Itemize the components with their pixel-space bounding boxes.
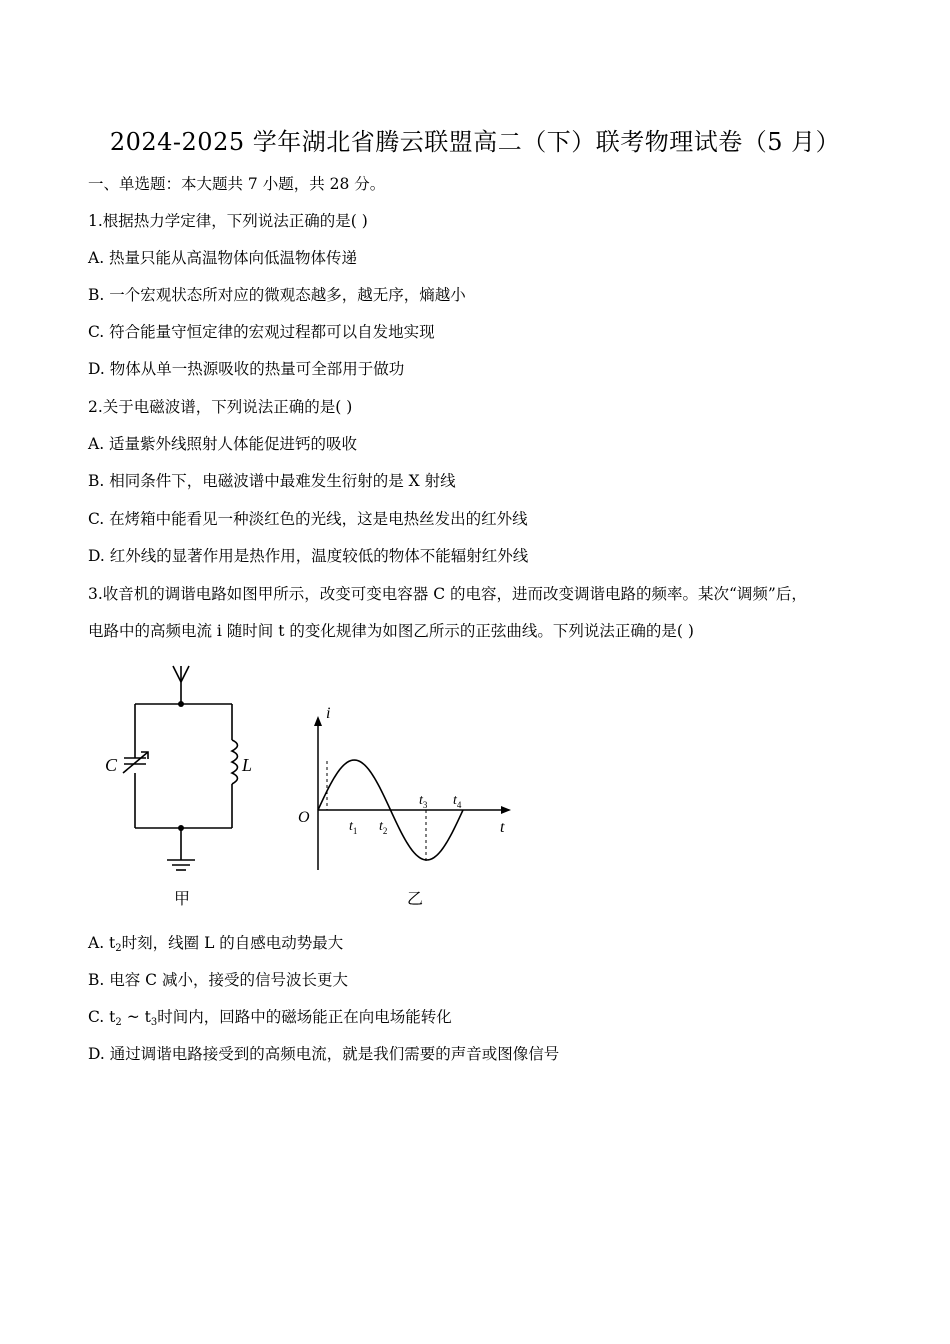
q3-option-c: C. $t_2$ ~ $t_3$时间内，回路中的磁场能正在向电场能转化 [88,1008,452,1028]
q3-figure-svg [95,660,525,910]
inductor-label: L [242,755,253,775]
q3-option-d: D. 通过调谐电路接受到的高频电流，就是我们需要的声音或图像信号 [88,1045,560,1063]
q1-option-c: C. 符合能量守恒定律的宏观过程都可以自发地实现 [88,323,435,341]
origin-label: O [298,809,310,826]
caption-yi: 乙 [407,891,424,908]
q3-option-a: A. $t_2$时刻，线圈 L 的自感电动势最大 [88,934,344,954]
axis-t-label: t [500,819,505,836]
capacitor-label: C [105,755,118,775]
inductor-coil-icon [232,740,238,784]
q1-option-b: B. 一个宏观状态所对应的微观态越多，越无序，熵越小 [88,286,466,304]
q1-option-a: A. 热量只能从高温物体向低温物体传递 [88,249,358,267]
q2-option-a: A. 适量紫外线照射人体能促进钙的吸收 [88,435,358,453]
exam-title: 2024-2025 学年湖北省腾云联盟高二（下）联考物理试卷（5 月） [109,128,841,156]
q3-stem-line2: 电路中的高频电流 i 随时间 t 的变化规律为如图乙所示的正弦曲线。下列说法正确的是( ) [88,622,694,640]
q3-figure [95,660,525,910]
current-time-graph [314,716,511,870]
section-heading: 一、单选题：本大题共 7 小题，共 28 分。 [88,175,386,193]
q2-option-c: C. 在烤箱中能看见一种淡红色的光线，这是电热丝发出的红外线 [88,510,528,528]
caption-jia: 甲 [174,891,191,908]
axis-i-label: i [326,705,331,722]
t1-label: $t_1$ [349,819,358,836]
junction-dot-top [178,701,184,707]
q2-stem: 2.关于电磁波谱，下列说法正确的是( ) [88,398,353,416]
i-axis-arrow [314,716,322,726]
q1-stem: 1.根据热力学定律，下列说法正确的是( ) [88,212,368,230]
t2-label: $t_2$ [379,819,388,836]
q2-option-b: B. 相同条件下，电磁波谱中最难发生衍射的是 X 射线 [88,472,456,490]
t3-label: $t_3$ [419,793,428,810]
q1-option-d: D. 物体从单一热源吸收的热量可全部用于做功 [88,360,405,378]
q3-stem-line1: 3.收音机的调谐电路如图甲所示，改变可变电容器 C 的电容，进而改变调谐电路的频率。某次“调频”后， [88,585,807,603]
tuning-circuit-diagram [123,666,238,870]
t-axis-arrow [501,806,511,814]
q2-option-d: D. 红外线的显著作用是热作用，温度较低的物体不能辐射红外线 [88,547,529,565]
q3-option-b: B. 电容 C 减小，接受的信号波长更大 [88,971,348,989]
antenna-icon [173,666,189,704]
ground-icon [167,860,195,870]
t4-label: $t_4$ [453,793,462,810]
junction-dot-bottom [178,825,184,831]
